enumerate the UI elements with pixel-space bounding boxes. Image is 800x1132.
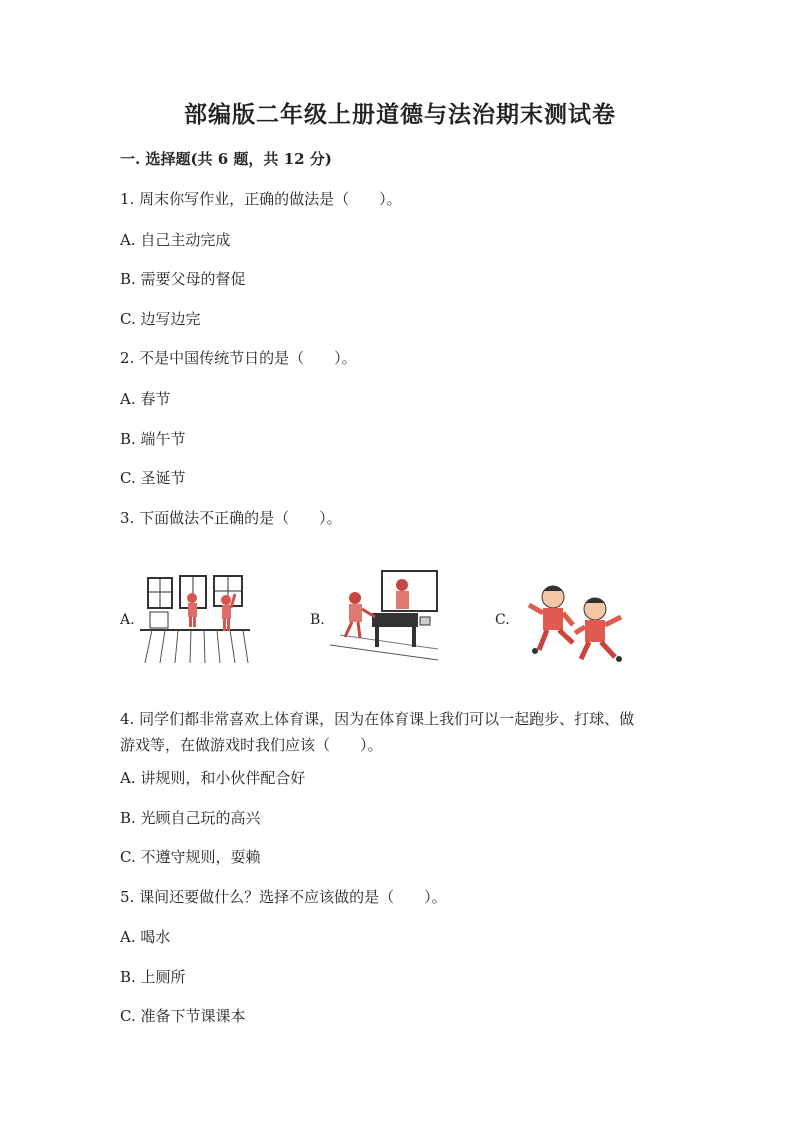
question-4-option-c: C. 不遵守规则，耍赖 [120, 848, 261, 866]
question-2-option-c: C. 圣诞节 [120, 469, 186, 487]
question-2-stem: 2. 不是中国传统节日的是（ ）。 [120, 349, 357, 367]
section-heading: 一. 选择题(共 6 题，共 12 分) [120, 150, 332, 168]
picture-option-a-label: A. [120, 612, 135, 628]
question-5-stem: 5. 课间还要做什么？选择不应该做的是（ ）。 [120, 888, 447, 906]
question-2-option-a: A. 春节 [120, 390, 171, 408]
picture-option-c-image [515, 575, 635, 665]
question-1-option-c: C. 边写边完 [120, 310, 201, 328]
picture-option-b-image [330, 565, 440, 665]
picture-option-b-label: B. [310, 612, 325, 628]
question-5-option-b: B. 上厕所 [120, 968, 186, 986]
question-5-option-a: A. 喝水 [120, 928, 171, 946]
question-4-stem-line-2: 游戏等，在做游戏时我们应该（ ）。 [120, 736, 383, 754]
picture-option-a-image [140, 570, 250, 665]
question-4-stem-line-1: 4. 同学们都非常喜欢上体育课，因为在体育课上我们可以一起跑步、打球、做 [120, 710, 635, 728]
question-1-option-b: B. 需要父母的督促 [120, 270, 246, 288]
question-2-option-b: B. 端午节 [120, 430, 186, 448]
question-4-option-b: B. 光顾自己玩的高兴 [120, 809, 261, 827]
question-1-stem: 1. 周末你写作业，正确的做法是（ ）。 [120, 190, 402, 208]
picture-option-c-label: C. [495, 612, 510, 628]
question-4-stem [120, 706, 700, 758]
question-4-option-a: A. 讲规则，和小伙伴配合好 [120, 769, 306, 787]
question-1-option-a: A. 自己主动完成 [120, 231, 231, 249]
question-5-option-c: C. 准备下节课课本 [120, 1007, 246, 1025]
page-title: 部编版二年级上册道德与法治期末测试卷 [184, 101, 616, 128]
question-3-stem: 3. 下面做法不正确的是（ ）。 [120, 509, 342, 527]
